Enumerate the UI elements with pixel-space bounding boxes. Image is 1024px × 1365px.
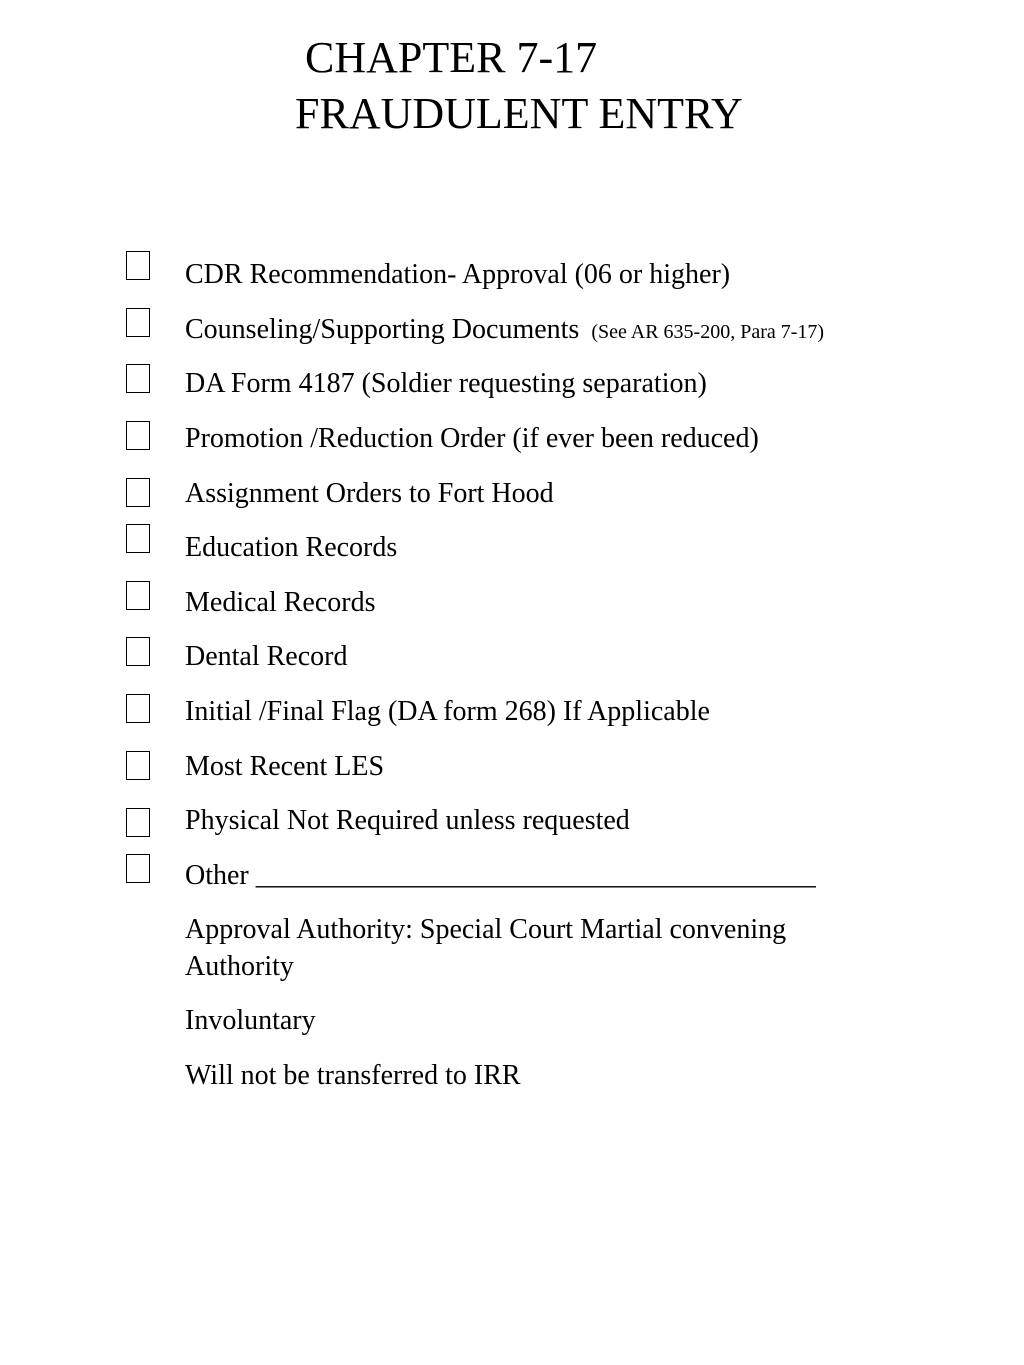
item-label-promotion-reduction-order: Promotion /Reduction Order (if ever been reduced) (185, 423, 759, 454)
approval-authority-text: Approval Authority: Special Court Martial convening Authority (185, 914, 787, 982)
checkbox-physical-not-required[interactable] (126, 808, 150, 837)
item-label-initial-final-flag: Initial /Final Flag (DA form 268) If Applicable (185, 696, 710, 727)
separation-type-text: Involuntary (185, 1005, 316, 1036)
checkbox-initial-final-flag[interactable] (126, 694, 150, 723)
item-label-education-records: Education Records (185, 532, 398, 563)
item-counseling-documents (185, 316, 824, 344)
item-label-dental-record: Dental Record (185, 641, 348, 672)
checkbox-da-form-4187[interactable] (126, 364, 150, 393)
checkbox-cdr-recommendation[interactable] (126, 251, 150, 280)
item-label-assignment-orders: Assignment Orders to Fort Hood (185, 478, 554, 509)
irr-note-text: Will not be transferred to IRR (185, 1060, 521, 1091)
item-label-da-form-4187: DA Form 4187 (Soldier requesting separation) (185, 368, 707, 399)
item-label-counseling-documents: Counseling/Supporting Documents (185, 314, 580, 345)
item-label-cdr-recommendation: CDR Recommendation- Approval (06 or higher) (185, 259, 731, 290)
item-label-other: Other ________________________________________ (185, 860, 816, 891)
checkbox-assignment-orders[interactable] (126, 478, 150, 507)
page-title: FRAUDULENT ENTRY (295, 89, 743, 138)
checkbox-education-records[interactable] (126, 524, 150, 553)
checkbox-counseling-documents[interactable] (126, 308, 150, 337)
chapter-number: CHAPTER 7-17 (305, 33, 598, 82)
item-label-medical-records: Medical Records (185, 587, 376, 618)
item-note-regulation-reference: (See AR 635-200, Para 7-17) (591, 321, 825, 343)
checkbox-promotion-reduction-order[interactable] (126, 421, 150, 450)
checkbox-dental-record[interactable] (126, 637, 150, 666)
checkbox-medical-records[interactable] (126, 581, 150, 610)
item-label-physical-not-required: Physical Not Required unless requested (185, 805, 630, 836)
checkbox-other[interactable] (126, 854, 150, 883)
item-label-most-recent-les: Most Recent LES (185, 751, 385, 782)
checkbox-most-recent-les[interactable] (126, 751, 150, 780)
